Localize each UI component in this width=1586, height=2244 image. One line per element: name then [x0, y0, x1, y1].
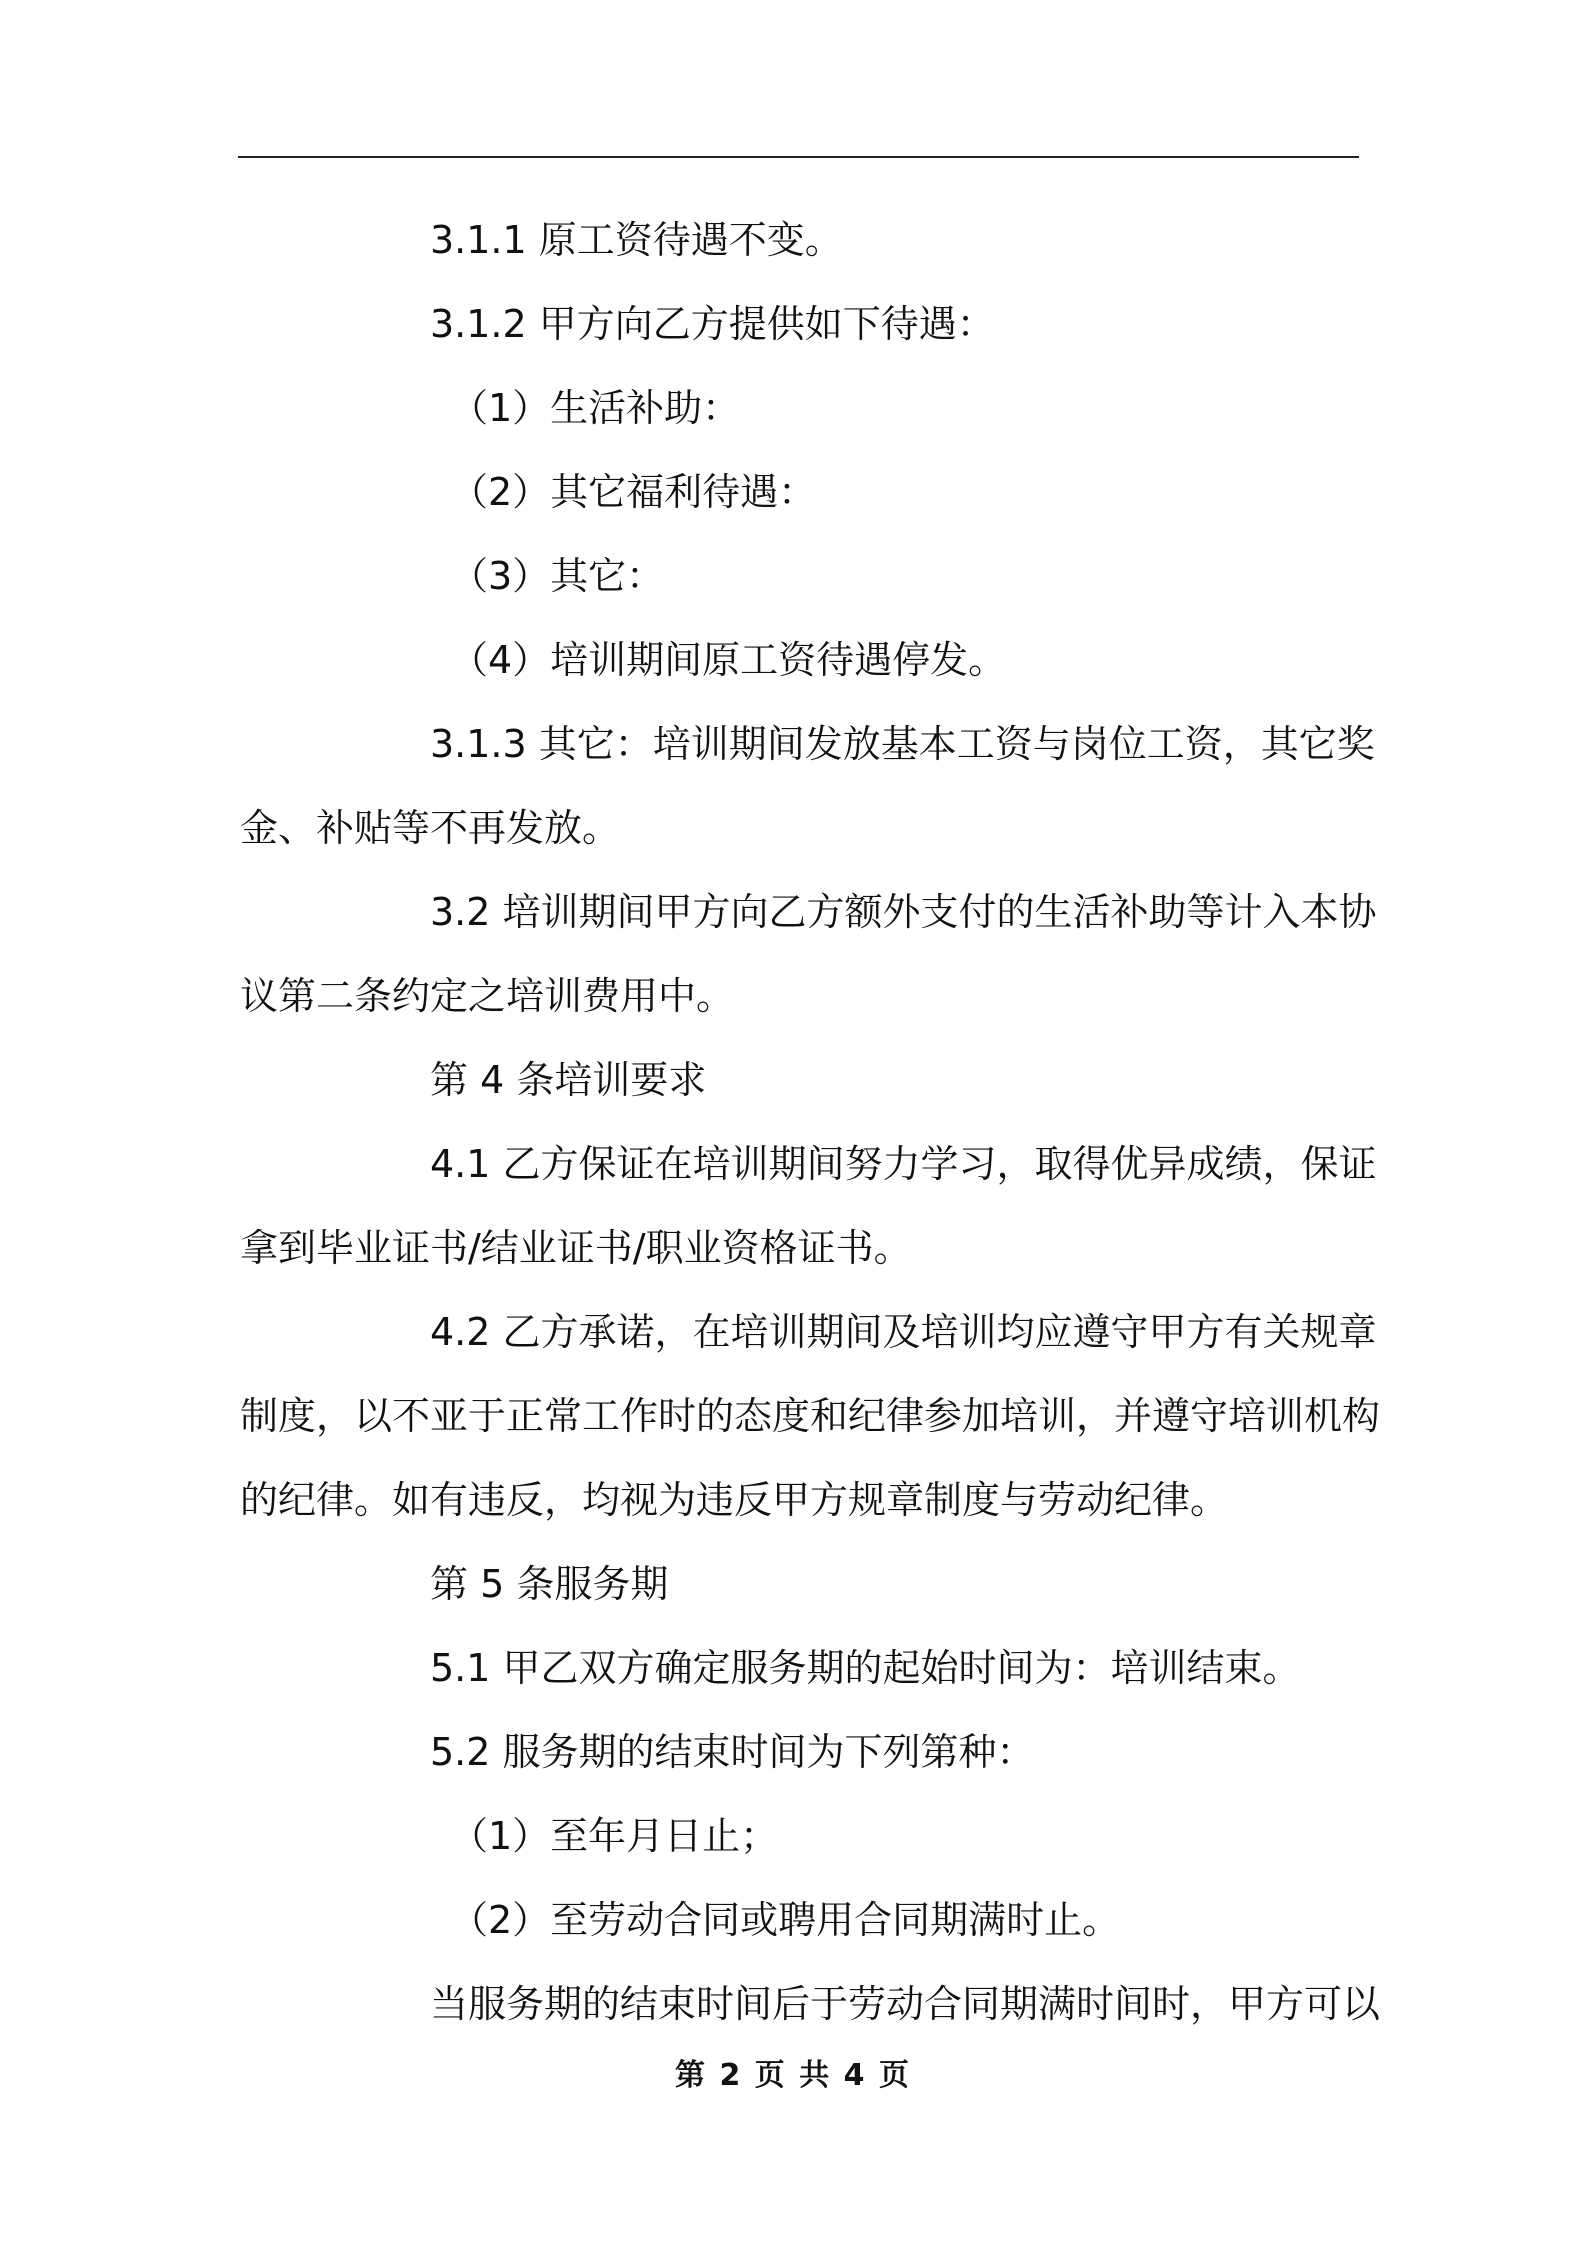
list-item-1: （1）生活补助： — [450, 386, 741, 430]
paragraph-continuation: 当服务期的结束时间后于劳动合同期满时间时，甲方可以 — [430, 1982, 1381, 2026]
paragraph-5-1: 5.1 甲乙双方确定服务期的起始时间为：培训结束。 — [430, 1646, 1301, 1690]
paragraph-3-2-line-2: 议第二条约定之培训费用中。 — [240, 974, 735, 1018]
paragraph-4-1-line-2: 拿到毕业证书/结业证书/职业资格证书。 — [240, 1226, 912, 1270]
list-item-5-1: （1）至年月日止； — [450, 1814, 779, 1858]
paragraph-3-1-2: 3.1.2 甲方向乙方提供如下待遇： — [430, 302, 995, 346]
list-item-4: （4）培训期间原工资待遇停发。 — [450, 638, 1007, 682]
section-heading-4: 第 4 条培训要求 — [430, 1058, 707, 1102]
paragraph-3-1-3-line-2: 金、补贴等不再发放。 — [240, 806, 621, 850]
list-item-5-2: （2）至劳动合同或聘用合同期满时止。 — [450, 1898, 1121, 1942]
paragraph-3-1-1: 3.1.1 原工资待遇不变。 — [430, 218, 843, 262]
paragraph-3-2-line-1: 3.2 培训期间甲方向乙方额外支付的生活补助等计入本协 — [430, 890, 1377, 934]
paragraph-5-2: 5.2 服务期的结束时间为下列第种： — [430, 1730, 1035, 1774]
paragraph-4-2-line-1: 4.2 乙方承诺，在培训期间及培训均应遵守甲方有关规章 — [430, 1310, 1377, 1354]
section-heading-5: 第 5 条服务期 — [430, 1562, 669, 1606]
paragraph-3-1-3-line-1: 3.1.3 其它：培训期间发放基本工资与岗位工资，其它奖 — [430, 722, 1375, 766]
page-number-footer: 第 2 页 共 4 页 — [675, 2058, 911, 2093]
list-item-2: （2）其它福利待遇： — [450, 470, 817, 514]
paragraph-4-1-line-1: 4.1 乙方保证在培训期间努力学习，取得优异成绩，保证 — [430, 1142, 1377, 1186]
paragraph-4-2-line-3: 的纪律。如有违反，均视为违反甲方规章制度与劳动纪律。 — [240, 1478, 1229, 1522]
list-item-3: （3）其它： — [450, 554, 665, 598]
paragraph-4-2-line-2: 制度，以不亚于正常工作时的态度和纪律参加培训，并遵守培训机构 — [240, 1394, 1381, 1438]
header-rule — [238, 156, 1359, 158]
document-body — [240, 198, 1381, 2046]
